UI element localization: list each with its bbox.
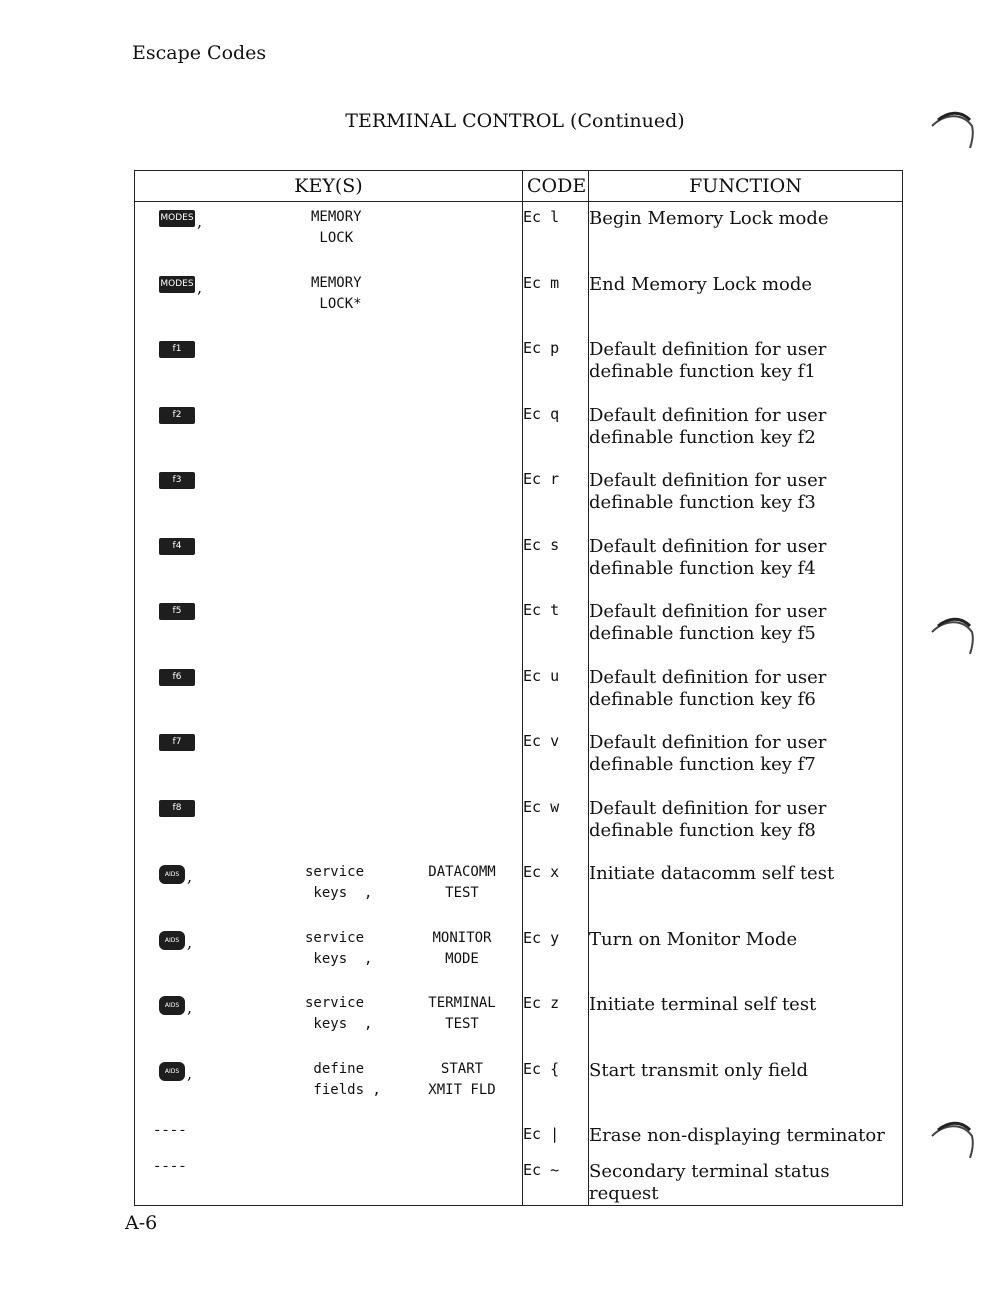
key-cell xyxy=(135,792,523,858)
key-cell xyxy=(135,530,523,596)
escape-code: Ec u xyxy=(523,666,560,685)
key-cell xyxy=(135,268,523,334)
keycap-icon: f4 xyxy=(159,538,195,555)
function-text-continued: definable function key f1 xyxy=(589,361,816,382)
table-row xyxy=(135,595,903,661)
softkey-label-secondary: MONITOR MODE xyxy=(432,929,492,967)
code-cell xyxy=(523,1054,589,1120)
table-row xyxy=(135,530,903,596)
keycap-icon: f8 xyxy=(159,800,195,817)
softkey-label: service keys , xyxy=(305,864,373,901)
escape-code: Ec r xyxy=(523,470,560,488)
function-text: Initiate terminal self test xyxy=(589,994,817,1015)
binding-mark-icon xyxy=(928,1114,976,1162)
function-cell xyxy=(589,1119,903,1155)
function-text: Secondary terminal status request xyxy=(589,1161,830,1204)
function-cell xyxy=(589,1155,903,1206)
running-header: Escape Codes xyxy=(132,42,267,64)
table-row xyxy=(135,661,903,727)
keycap-icon: f7 xyxy=(159,734,195,751)
key-cell xyxy=(135,726,523,792)
function-text-continued: definable function key f4 xyxy=(589,557,816,579)
escape-code: Ec | xyxy=(523,1125,560,1143)
key-separator: , xyxy=(187,998,193,1017)
code-cell xyxy=(523,792,589,858)
keycap-icon: f5 xyxy=(159,603,195,620)
key-separator: , xyxy=(197,277,203,297)
table-row xyxy=(135,1155,903,1206)
function-text-continued: definable function key f6 xyxy=(589,688,816,710)
function-text-continued: definable function key f5 xyxy=(589,623,816,644)
key-separator: , xyxy=(187,867,193,886)
code-cell xyxy=(523,202,589,268)
page-number: A-6 xyxy=(125,1212,158,1234)
softkey-label: define fields , xyxy=(313,1060,381,1098)
keycap-icon: f6 xyxy=(159,669,195,686)
softkey-label-secondary: START XMIT FLD xyxy=(428,1060,496,1098)
table-row xyxy=(135,857,903,923)
escape-code: Ec x xyxy=(523,863,560,881)
table-row xyxy=(135,1119,903,1155)
function-cell xyxy=(589,202,903,268)
function-cell xyxy=(589,988,903,1054)
escape-code: Ec z xyxy=(523,994,560,1012)
code-cell xyxy=(523,268,589,334)
softkey-label: MEMORY LOCK xyxy=(311,209,362,246)
softkey-label: MEMORY LOCK* xyxy=(311,274,362,312)
function-text: Default definition for user xyxy=(589,470,827,491)
code-cell xyxy=(523,661,589,727)
key-separator: , xyxy=(187,1063,193,1083)
code-cell xyxy=(523,1119,589,1155)
keycap-icon: MODES xyxy=(159,210,195,227)
escape-code: Ec y xyxy=(523,928,560,947)
key-cell xyxy=(135,923,523,989)
escape-code: Ec ~ xyxy=(523,1161,560,1179)
function-cell xyxy=(589,595,903,661)
function-text: Default definition for user xyxy=(589,601,827,622)
function-cell xyxy=(589,923,903,989)
table-row xyxy=(135,464,903,530)
table-row xyxy=(135,988,903,1054)
function-cell xyxy=(589,333,903,399)
table-row xyxy=(135,726,903,792)
table-row xyxy=(135,268,903,334)
function-cell xyxy=(589,268,903,334)
escape-code-table xyxy=(134,170,903,1206)
key-separator: , xyxy=(187,932,193,952)
function-text: Start transmit only field xyxy=(589,1059,809,1081)
code-cell xyxy=(523,595,589,661)
binding-mark-icon xyxy=(928,610,976,658)
section-title: TERMINAL CONTROL (Continued) xyxy=(345,110,685,132)
softkey-label: service keys , xyxy=(305,995,373,1032)
code-column-header: CODE xyxy=(523,171,589,202)
code-cell xyxy=(523,1155,589,1206)
keycap-icon: f3 xyxy=(159,472,195,489)
function-text: End Memory Lock mode xyxy=(589,273,813,295)
function-cell xyxy=(589,399,903,465)
key-cell xyxy=(135,333,523,399)
key-cell xyxy=(135,857,523,923)
code-cell xyxy=(523,726,589,792)
function-text: Default definition for user xyxy=(589,732,827,753)
softkey-label-secondary: TERMINAL TEST xyxy=(428,995,496,1032)
escape-code: Ec v xyxy=(523,732,560,750)
key-cell xyxy=(135,661,523,727)
function-cell xyxy=(589,857,903,923)
no-key-dashes: ---- xyxy=(153,1123,187,1139)
escape-code: Ec q xyxy=(523,404,560,423)
table-row xyxy=(135,792,903,858)
code-cell xyxy=(523,464,589,530)
key-cell xyxy=(135,1155,523,1206)
key-cell xyxy=(135,464,523,530)
code-cell xyxy=(523,857,589,923)
function-text: Default definition for user xyxy=(589,797,827,819)
table-row xyxy=(135,202,903,268)
key-separator: , xyxy=(197,212,203,231)
binding-mark-icon xyxy=(928,104,976,152)
escape-code: Ec { xyxy=(523,1059,560,1078)
keycap-icon: AIDS xyxy=(159,996,185,1015)
table-row xyxy=(135,1054,903,1120)
function-text-continued: definable function key f8 xyxy=(589,819,816,841)
keycap-icon: f1 xyxy=(159,341,195,358)
keys-column-header: KEY(S) xyxy=(135,171,523,202)
code-cell xyxy=(523,333,589,399)
escape-code: Ec p xyxy=(523,339,560,357)
function-cell xyxy=(589,792,903,858)
key-cell xyxy=(135,202,523,268)
function-text: Begin Memory Lock mode xyxy=(589,208,829,229)
function-cell xyxy=(589,464,903,530)
table-row xyxy=(135,923,903,989)
code-cell xyxy=(523,399,589,465)
keycap-icon: AIDS xyxy=(159,931,185,950)
keycap-icon: MODES xyxy=(159,276,195,293)
function-cell xyxy=(589,530,903,596)
function-text: Default definition for user xyxy=(589,666,827,688)
function-cell xyxy=(589,661,903,727)
function-text-continued: definable function key f7 xyxy=(589,754,816,775)
function-text-continued: definable function key f3 xyxy=(589,492,816,513)
softkey-label-secondary: DATACOMM TEST xyxy=(428,864,496,901)
function-cell xyxy=(589,726,903,792)
code-cell xyxy=(523,530,589,596)
escape-code: Ec w xyxy=(523,797,560,816)
function-text: Default definition for user xyxy=(589,535,827,557)
function-text: Initiate datacomm self test xyxy=(589,863,835,884)
key-cell xyxy=(135,988,523,1054)
softkey-label: service keys , xyxy=(305,929,373,967)
key-cell xyxy=(135,1119,523,1155)
escape-code: Ec l xyxy=(523,208,560,226)
escape-code: Ec t xyxy=(523,601,560,619)
escape-code: Ec m xyxy=(523,273,560,292)
escape-code: Ec s xyxy=(523,535,560,554)
key-cell xyxy=(135,1054,523,1120)
table-header-row xyxy=(135,171,903,202)
keycap-icon: f2 xyxy=(159,407,195,424)
function-text: Default definition for user xyxy=(589,404,827,426)
function-text: Default definition for user xyxy=(589,339,827,360)
function-cell xyxy=(589,1054,903,1120)
no-key-dashes: ---- xyxy=(153,1159,187,1175)
function-text: Erase non-displaying terminator xyxy=(589,1125,885,1146)
code-cell xyxy=(523,923,589,989)
table-row xyxy=(135,333,903,399)
keycap-icon: AIDS xyxy=(159,865,185,884)
key-cell xyxy=(135,595,523,661)
code-cell xyxy=(523,988,589,1054)
keycap-icon: AIDS xyxy=(159,1062,185,1081)
key-cell xyxy=(135,399,523,465)
function-column-header: FUNCTION xyxy=(589,171,903,202)
table-row xyxy=(135,399,903,465)
function-text-continued: definable function key f2 xyxy=(589,426,816,448)
function-text: Turn on Monitor Mode xyxy=(589,928,798,950)
